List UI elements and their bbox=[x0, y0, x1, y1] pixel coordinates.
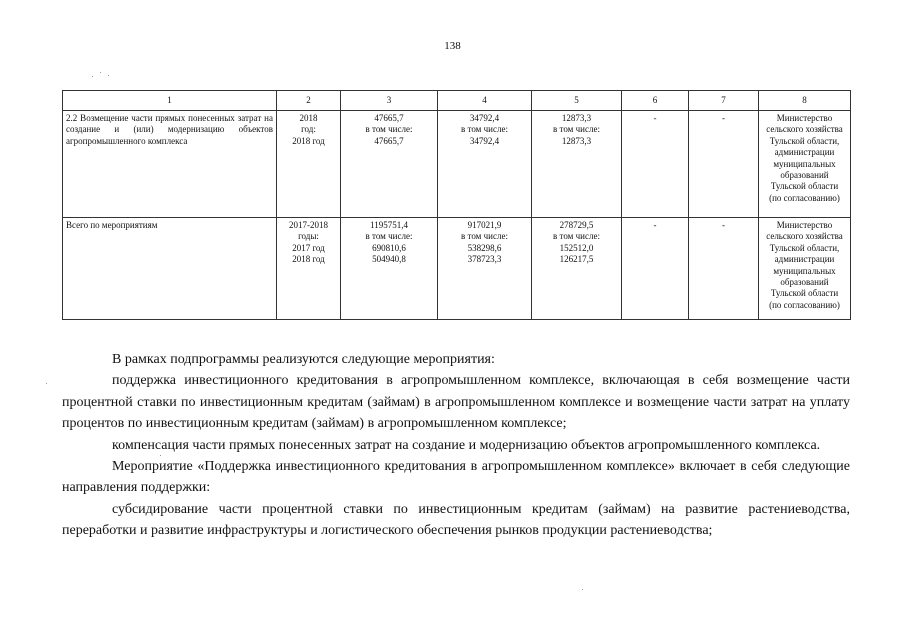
period-cell bbox=[277, 218, 341, 320]
cell-line: в том числе: bbox=[553, 124, 600, 135]
cell-line: Министерство bbox=[776, 220, 833, 230]
cell-line: 12873,3 bbox=[561, 135, 592, 146]
cell-line: (по согласованию) bbox=[769, 192, 840, 203]
cell-line: 278729,5 bbox=[559, 220, 594, 230]
table-row bbox=[63, 218, 851, 320]
cell-line: 2017 год bbox=[292, 242, 325, 253]
amount-cell bbox=[341, 218, 438, 320]
scan-speck bbox=[92, 76, 93, 77]
paragraph: Мероприятие «Поддержка инвестиционного кредитования в агропромышленном комплексе» включает в себя следующие направления поддержки: bbox=[62, 459, 850, 496]
table-row bbox=[63, 111, 851, 218]
cell-line: муниципальных bbox=[773, 265, 836, 276]
column-header: 5 bbox=[532, 91, 622, 111]
cell-line: 152512,0 bbox=[559, 242, 594, 253]
amount-cell bbox=[438, 218, 532, 320]
dash-cell: - bbox=[622, 218, 689, 320]
cell-line: в том числе: bbox=[365, 231, 413, 242]
cell-line: 917021,9 bbox=[467, 220, 502, 230]
page-number: 138 bbox=[444, 40, 461, 52]
scan-speck bbox=[46, 383, 47, 384]
table-header-row bbox=[63, 91, 851, 111]
cell-line: 2018 год bbox=[292, 254, 325, 265]
cell-line: в том числе: bbox=[461, 231, 508, 242]
scan-speck bbox=[582, 589, 583, 590]
scan-speck bbox=[100, 72, 101, 73]
cell-line: образований bbox=[780, 170, 829, 181]
executor-cell bbox=[759, 218, 851, 320]
cell-line: 126217,5 bbox=[559, 254, 594, 265]
cell-line: Министерство bbox=[776, 113, 833, 123]
amount-cell bbox=[532, 111, 622, 218]
measure-name-cell: 2.2 Возмещение части прямых понесенных затрат на создание и (или) модернизацию объектов агропромышленного комплекса bbox=[63, 111, 277, 218]
period-cell bbox=[277, 111, 341, 218]
column-header: 4 bbox=[438, 91, 532, 111]
dash-cell: - bbox=[622, 111, 689, 218]
cell-line: годы: bbox=[298, 231, 319, 242]
cell-line: год: bbox=[301, 124, 316, 135]
paragraph: субсидирование части процентной ставки по инвестиционным кредитам (займам) на развитие растениеводства, переработки и развитие инфраструктуры и логистического обеспечения рынков продукции растениеводства; bbox=[62, 501, 850, 539]
cell-line: 2018 bbox=[299, 113, 318, 123]
cell-line: Тульской области bbox=[770, 288, 839, 299]
body-text bbox=[62, 349, 850, 542]
paragraph: В рамках подпрограммы реализуются следующие мероприятия: bbox=[112, 352, 495, 367]
cell-line: в том числе: bbox=[365, 124, 413, 135]
cell-line: муниципальных bbox=[773, 158, 836, 169]
paragraph: поддержка инвестиционного кредитования в агропромышленном комплексе, включающая в себя возмещение части процентной ставки по инвестиционным кредитам (займам) в агропромышленном комплексе и возмещение части затрат на уплату процентов по инвестиционным кредитам (займам) в агропромышленном комплексе; bbox=[62, 373, 850, 432]
cell-line: Тульской области, bbox=[769, 135, 840, 146]
cell-line: Тульской области bbox=[770, 181, 839, 192]
scan-speck bbox=[108, 75, 109, 76]
executor-cell bbox=[759, 111, 851, 218]
cell-line: сельского хозяйства bbox=[766, 231, 843, 242]
cell-line: 34792,4 bbox=[469, 113, 500, 123]
column-header: 8 bbox=[759, 91, 851, 111]
cell-line: 2018 год bbox=[292, 135, 325, 146]
cell-line: администрации bbox=[774, 254, 835, 265]
cell-line: 34792,4 bbox=[469, 135, 500, 146]
dash-cell: - bbox=[689, 111, 759, 218]
amount-cell bbox=[438, 111, 532, 218]
cell-line: образований bbox=[780, 277, 829, 288]
cell-line: 690810,6 bbox=[372, 242, 406, 253]
cell-line: 378723,3 bbox=[467, 254, 502, 265]
column-header: 3 bbox=[341, 91, 438, 111]
cell-line: сельского хозяйства bbox=[766, 124, 843, 135]
cell-line: 504940,8 bbox=[372, 254, 406, 265]
dash-cell: - bbox=[689, 218, 759, 320]
column-header: 6 bbox=[622, 91, 689, 111]
column-header: 2 bbox=[277, 91, 341, 111]
column-header: 1 bbox=[63, 91, 277, 111]
cell-line: (по согласованию) bbox=[769, 299, 840, 310]
cell-line: Тульской области, bbox=[769, 242, 840, 253]
cell-line: 2017-2018 bbox=[289, 220, 328, 230]
cell-line: администрации bbox=[774, 147, 835, 158]
amount-cell bbox=[532, 218, 622, 320]
cell-line: 1195751,4 bbox=[370, 220, 408, 230]
cell-line: 12873,3 bbox=[561, 113, 592, 123]
cell-line: 47665,7 bbox=[374, 113, 404, 123]
measures-table bbox=[62, 90, 851, 320]
cell-line: 47665,7 bbox=[374, 135, 404, 146]
measure-name-cell: Всего по мероприятиям bbox=[63, 218, 277, 320]
cell-line: в том числе: bbox=[461, 124, 508, 135]
column-header: 7 bbox=[689, 91, 759, 111]
paragraph: компенсация части прямых понесенных затрат на создание и модернизацию объектов агропромышленного комплекса. bbox=[112, 437, 821, 453]
amount-cell bbox=[341, 111, 438, 218]
cell-line: 538298,6 bbox=[467, 242, 502, 253]
cell-line: в том числе: bbox=[553, 231, 600, 242]
